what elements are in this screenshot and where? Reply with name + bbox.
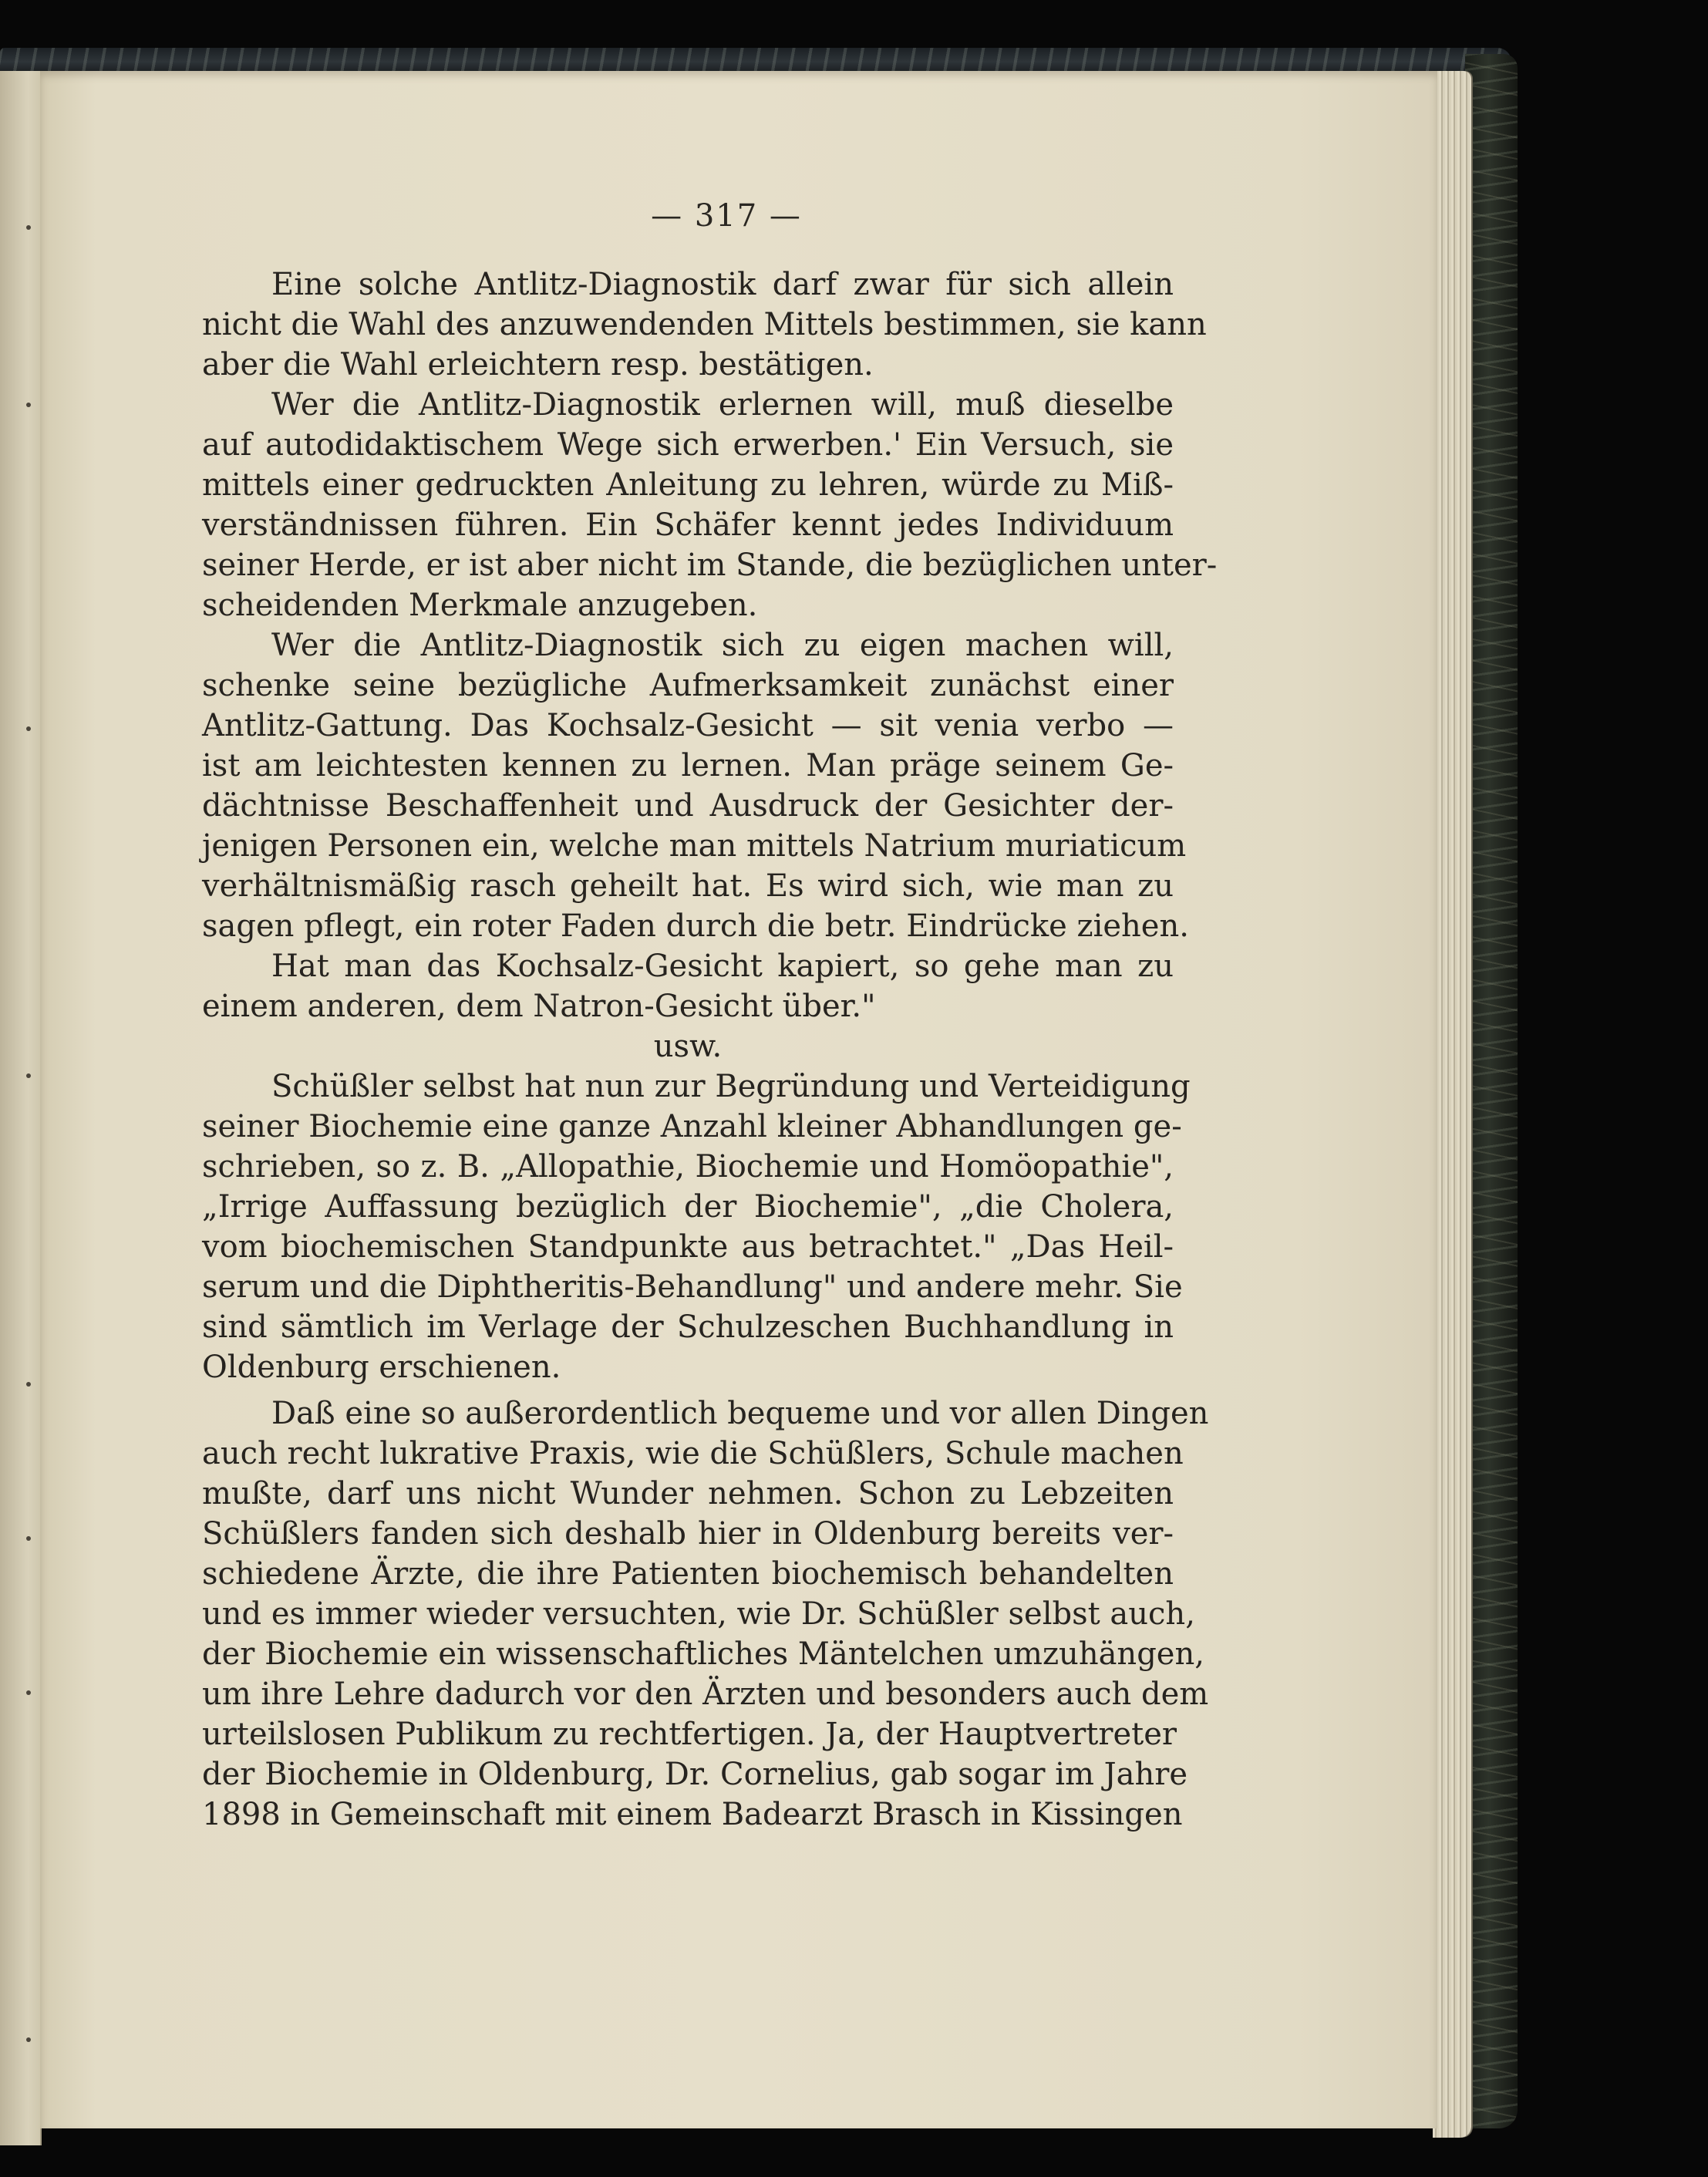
text-line: auf autodidaktischem Wege sich erwerben.' Ein Versuch, sie xyxy=(202,427,1174,463)
text-line: nicht die Wahl des anzuwendenden Mittels bestimmen, sie kann xyxy=(202,307,1207,342)
text-line: sagen pflegt, ein roter Faden durch die betr. Eindrücke ziehen. xyxy=(202,908,1189,944)
text-line: Antlitz-Gattung. Das Kochsalz-Gesicht — sit venia verbo — xyxy=(202,708,1174,743)
paragraph xyxy=(202,265,1207,385)
text-line: „Irrige Auffassung bezüglich der Biochemie", „die Cholera, xyxy=(202,1189,1174,1225)
text-line: ist am leichtesten kennen zu lernen. Man präge seinem Ge- xyxy=(202,748,1174,784)
page-text xyxy=(202,265,1218,1835)
text-line: jenigen Personen ein, welche man mittels Natrium muriaticum xyxy=(202,828,1187,864)
previous-page-edge xyxy=(0,71,42,2145)
text-line: auch recht lukrative Praxis, wie die Schüßlers, Schule machen xyxy=(202,1436,1184,1471)
text-line: einem anderen, dem Natron-Gesicht über." xyxy=(202,989,876,1024)
text-line: der Biochemie in Oldenburg, Dr. Cornelius, gab sogar im Jahre xyxy=(202,1757,1188,1792)
page-stack-edges xyxy=(1433,71,1471,2138)
text-line: schiedene Ärzte, die ihre Patienten biochemisch behandelten xyxy=(202,1556,1174,1592)
text-line: Oldenburg erschienen. xyxy=(202,1350,561,1385)
text-line: seiner Herde, er ist aber nicht im Stande, die bezüglichen unter- xyxy=(202,548,1218,583)
paragraph xyxy=(202,946,1174,1026)
text-line: Wer die Antlitz-Diagnostik erlernen will, muß dieselbe xyxy=(271,387,1174,423)
text-line: Hat man das Kochsalz-Gesicht kapiert, so gehe man zu xyxy=(271,949,1174,984)
text-line: dächtnisse Beschaffenheit und Ausdruck der Gesichter der- xyxy=(202,788,1174,824)
paragraph xyxy=(202,385,1218,625)
text-line: sind sämtlich im Verlage der Schulzeschen Buchhandlung in xyxy=(202,1309,1174,1345)
text-line: der Biochemie ein wissenschaftliches Mäntelchen umzuhängen, xyxy=(202,1636,1204,1672)
book-cover-board xyxy=(1465,54,1518,2128)
text-line: verhältnismäßig rasch geheilt hat. Es wird sich, wie man zu xyxy=(202,868,1174,904)
paragraph xyxy=(202,1026,1174,1067)
page-number: — 317 — xyxy=(651,198,802,234)
text-line: 1898 in Gemeinschaft mit einem Badearzt Brasch in Kissingen xyxy=(202,1797,1183,1832)
text-line: scheidenden Merkmale anzugeben. xyxy=(202,588,758,623)
text-line: Schüßlers fanden sich deshalb hier in Oldenburg bereits ver- xyxy=(202,1516,1174,1552)
paragraph-gap xyxy=(202,1387,1174,1393)
paragraph xyxy=(202,625,1189,946)
text-line: aber die Wahl erleichtern resp. bestätigen. xyxy=(202,347,874,382)
text-line: urteilslosen Publikum zu rechtfertigen. Ja, der Hauptvertreter xyxy=(202,1717,1177,1752)
text-line: und es immer wieder versuchten, wie Dr. Schüßler selbst auch, xyxy=(202,1596,1195,1632)
text-line: mußte, darf uns nicht Wunder nehmen. Schon zu Lebzeiten xyxy=(202,1476,1174,1511)
paragraph xyxy=(202,1393,1209,1835)
text-line: verständnissen führen. Ein Schäfer kennt jedes Individuum xyxy=(202,507,1174,543)
text-line: usw. xyxy=(653,1029,723,1064)
text-line: Daß eine so außerordentlich bequeme und vor allen Dingen xyxy=(271,1396,1209,1431)
text-line: schrieben, so z. B. „Allopathie, Biochemie und Homöopathie", xyxy=(202,1149,1174,1185)
text-line: seiner Biochemie eine ganze Anzahl kleiner Abhandlungen ge- xyxy=(202,1109,1182,1144)
text-line: Schüßler selbst hat nun zur Begründung und Verteidigung xyxy=(271,1069,1191,1104)
text-line: Eine solche Antlitz-Diagnostik darf zwar für sich allein xyxy=(271,267,1174,302)
paragraph xyxy=(202,1067,1191,1387)
text-line: vom biochemischen Standpunkte aus betrachtet." „Das Heil- xyxy=(202,1229,1174,1265)
text-line: Wer die Antlitz-Diagnostik sich zu eigen machen will, xyxy=(271,628,1174,663)
text-line: mittels einer gedruckten Anleitung zu lehren, würde zu Miß- xyxy=(202,467,1174,503)
text-line: schenke seine bezügliche Aufmerksamkeit zunächst einer xyxy=(202,668,1174,703)
text-line: serum und die Diphtheritis-Behandlung" und andere mehr. Sie xyxy=(202,1269,1183,1305)
text-line: um ihre Lehre dadurch vor den Ärzten und besonders auch dem xyxy=(202,1677,1209,1712)
